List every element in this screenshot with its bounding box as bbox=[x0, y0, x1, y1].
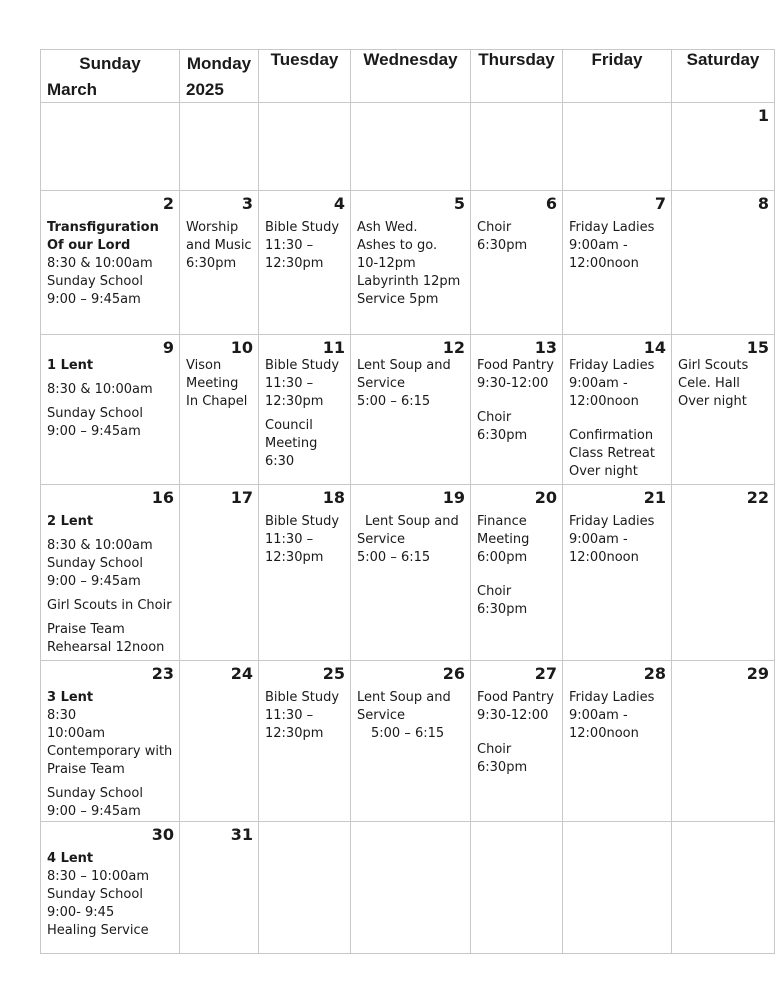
event-text: 9:00am - bbox=[569, 708, 628, 723]
day-cell bbox=[259, 661, 351, 822]
date-number: 3 bbox=[241, 194, 253, 213]
event-text: Girl Scouts bbox=[678, 358, 749, 373]
day-cell bbox=[180, 485, 259, 661]
event-text: 11:30 – bbox=[265, 238, 314, 253]
event-text: 9:00am - bbox=[569, 532, 628, 547]
empty-cell bbox=[259, 103, 351, 191]
date-number: 31 bbox=[230, 825, 253, 844]
empty-cell bbox=[259, 822, 351, 954]
event-text: Girl Scouts in Choir bbox=[47, 598, 172, 613]
event-text: Bible Study bbox=[265, 514, 340, 529]
date-number: 30 bbox=[151, 825, 174, 844]
event-text: 11:30 – bbox=[265, 376, 314, 391]
event-text: Friday Ladies bbox=[569, 514, 655, 529]
event-text: Bible Study bbox=[265, 358, 340, 373]
event-text: Sunday School bbox=[47, 274, 143, 289]
calendar-grid bbox=[40, 49, 775, 954]
event-text: Service bbox=[357, 708, 406, 723]
event-text: 8:30 bbox=[47, 708, 77, 723]
date-number: 21 bbox=[643, 488, 666, 507]
empty-cell bbox=[180, 103, 259, 191]
event-text: 5:00 – 6:15 bbox=[357, 394, 431, 409]
day-cell bbox=[563, 485, 672, 661]
event-text: 5:00 – 6:15 bbox=[357, 550, 431, 565]
header-wednesday: Wednesday bbox=[351, 50, 471, 103]
event-text: 10:00am bbox=[47, 726, 106, 741]
event-text: Choir bbox=[477, 410, 512, 425]
date-number: 6 bbox=[545, 194, 557, 213]
event-text: 12:30pm bbox=[265, 726, 324, 741]
empty-cell bbox=[351, 822, 471, 954]
event-text: Bible Study bbox=[265, 690, 340, 705]
day-cell bbox=[471, 191, 563, 335]
empty-cell bbox=[563, 103, 672, 191]
event-text: Choir bbox=[477, 742, 512, 757]
date-number: 15 bbox=[746, 338, 769, 357]
week-row bbox=[41, 485, 775, 661]
day-cell bbox=[259, 191, 351, 335]
event-text: Lent Soup and bbox=[357, 358, 451, 373]
empty-cell bbox=[471, 822, 563, 954]
event-text: and Music bbox=[186, 238, 252, 253]
event-text: Bible Study bbox=[265, 220, 340, 235]
header-saturday: Saturday bbox=[672, 50, 775, 103]
date-number: 13 bbox=[534, 338, 557, 357]
date-number: 2 bbox=[162, 194, 174, 213]
event-text: Labyrinth 12pm bbox=[357, 274, 461, 289]
week-row bbox=[41, 191, 775, 335]
day-cell bbox=[180, 661, 259, 822]
event-text: 3 Lent bbox=[47, 690, 94, 705]
event-text: Praise Team bbox=[47, 762, 125, 777]
day-cell bbox=[672, 661, 775, 822]
event-text: Friday Ladies bbox=[569, 690, 655, 705]
event-text: 9:30-12:00 bbox=[477, 708, 549, 723]
event-text: Healing Service bbox=[47, 923, 149, 938]
event-text: Choir bbox=[477, 220, 512, 235]
date-number: 4 bbox=[333, 194, 345, 213]
day-cell bbox=[41, 335, 180, 485]
date-number: 18 bbox=[322, 488, 345, 507]
event-text: Lent Soup and bbox=[365, 514, 459, 529]
event-text: 11:30 – bbox=[265, 532, 314, 547]
event-text: Sunday School bbox=[47, 556, 143, 571]
event-text: 9:00 – 9:45am bbox=[47, 292, 141, 307]
day-cell bbox=[471, 485, 563, 661]
event-text: 12:30pm bbox=[265, 394, 324, 409]
event-text: 6:30pm bbox=[477, 238, 528, 253]
day-cell bbox=[41, 485, 180, 661]
date-number: 7 bbox=[654, 194, 666, 213]
event-text: 6:30pm bbox=[477, 602, 528, 617]
empty-cell bbox=[672, 822, 775, 954]
event-text: 8:30 – 10:00am bbox=[47, 869, 150, 884]
empty-cell bbox=[41, 103, 180, 191]
event-text: Friday Ladies bbox=[569, 358, 655, 373]
date-number: 5 bbox=[453, 194, 465, 213]
month-label: March bbox=[47, 80, 98, 99]
event-text: 12:00noon bbox=[569, 394, 639, 409]
event-text: 4 Lent bbox=[47, 851, 94, 866]
event-text: In Chapel bbox=[186, 394, 248, 409]
event-text: Cele. Hall bbox=[678, 376, 740, 391]
header-monday: Monday 2025 bbox=[180, 50, 259, 103]
event-text: 6:30 bbox=[265, 454, 295, 469]
event-text: 8:30 & 10:00am bbox=[47, 538, 153, 553]
day-cell bbox=[471, 661, 563, 822]
day-cell bbox=[672, 335, 775, 485]
event-text: Meeting bbox=[265, 436, 318, 451]
date-number: 11 bbox=[322, 338, 345, 357]
event-text: Sunday School bbox=[47, 887, 143, 902]
day-cell bbox=[41, 191, 180, 335]
event-text: 6:30pm bbox=[477, 760, 528, 775]
day-cell bbox=[41, 661, 180, 822]
day-cell bbox=[41, 822, 180, 954]
header-row bbox=[41, 50, 775, 103]
event-text: 9:00 – 9:45am bbox=[47, 804, 141, 819]
event-text: Class Retreat bbox=[569, 446, 655, 461]
date-number: 9 bbox=[162, 338, 174, 357]
day-cell bbox=[672, 485, 775, 661]
event-text: 8:30 & 10:00am bbox=[47, 382, 153, 397]
event-text: 12:30pm bbox=[265, 550, 324, 565]
event-text: Council bbox=[265, 418, 313, 433]
day-cell bbox=[351, 191, 471, 335]
event-text: 9:00am - bbox=[569, 376, 628, 391]
day-cell bbox=[563, 335, 672, 485]
event-text: 12:00noon bbox=[569, 726, 639, 741]
event-text: 2 Lent bbox=[47, 514, 94, 529]
event-text: 6:00pm bbox=[477, 550, 528, 565]
day-cell bbox=[351, 485, 471, 661]
event-text: Food Pantry bbox=[477, 358, 554, 373]
empty-cell bbox=[351, 103, 471, 191]
day-cell bbox=[180, 191, 259, 335]
header-thursday: Thursday bbox=[471, 50, 563, 103]
event-text: Contemporary with bbox=[47, 744, 173, 759]
event-text: 9:00am - bbox=[569, 238, 628, 253]
event-text: Ashes to go. bbox=[357, 238, 438, 253]
event-text: Lent Soup and bbox=[357, 690, 451, 705]
event-text: 1 Lent bbox=[47, 358, 94, 373]
event-text: Rehearsal 12noon bbox=[47, 640, 165, 655]
header-friday: Friday bbox=[563, 50, 672, 103]
date-number: 25 bbox=[322, 664, 345, 683]
date-number: 20 bbox=[534, 488, 557, 507]
event-text: Transfiguration bbox=[47, 220, 159, 235]
date-number: 23 bbox=[151, 664, 174, 683]
event-text: Service 5pm bbox=[357, 292, 439, 307]
event-text: Food Pantry bbox=[477, 690, 554, 705]
event-text: Friday Ladies bbox=[569, 220, 655, 235]
event-text: Ash Wed. bbox=[357, 220, 418, 235]
day-cell bbox=[471, 335, 563, 485]
day-cell bbox=[180, 822, 259, 954]
event-text: 9:30-12:00 bbox=[477, 376, 549, 391]
event-text: 12:00noon bbox=[569, 550, 639, 565]
day-cell bbox=[259, 335, 351, 485]
date-number: 19 bbox=[442, 488, 465, 507]
event-text: Sunday School bbox=[47, 406, 143, 421]
event-text: Praise Team bbox=[47, 622, 125, 637]
event-text: 6:30pm bbox=[477, 428, 528, 443]
year-label: 2025 bbox=[186, 80, 224, 99]
date-number: 22 bbox=[746, 488, 769, 507]
week-row bbox=[41, 822, 775, 954]
date-number: 8 bbox=[757, 194, 769, 213]
header-sunday: Sunday March bbox=[41, 50, 180, 103]
day-cell bbox=[351, 335, 471, 485]
day-cell bbox=[180, 335, 259, 485]
date-number: 24 bbox=[230, 664, 253, 683]
event-text: Over night bbox=[569, 464, 638, 479]
header-tuesday: Tuesday bbox=[259, 50, 351, 103]
day-cell bbox=[672, 191, 775, 335]
date-number: 12 bbox=[442, 338, 465, 357]
day-cell bbox=[563, 661, 672, 822]
date-number: 26 bbox=[442, 664, 465, 683]
week-row bbox=[41, 103, 775, 191]
week-row bbox=[41, 661, 775, 822]
day-cell bbox=[672, 103, 775, 191]
event-text: 11:30 – bbox=[265, 708, 314, 723]
event-text: 12:00noon bbox=[569, 256, 639, 271]
event-text: Meeting bbox=[186, 376, 239, 391]
day-cell bbox=[563, 191, 672, 335]
event-text: 8:30 & 10:00am bbox=[47, 256, 153, 271]
event-text: 6:30pm bbox=[186, 256, 237, 271]
event-text: Meeting bbox=[477, 532, 530, 547]
event-text: Sunday School bbox=[47, 786, 143, 801]
date-number: 28 bbox=[643, 664, 666, 683]
event-text: Worship bbox=[186, 220, 239, 235]
date-number: 27 bbox=[534, 664, 557, 683]
day-cell bbox=[259, 485, 351, 661]
event-text: 10-12pm bbox=[357, 256, 416, 271]
event-text: Vison bbox=[186, 358, 222, 373]
date-number: 29 bbox=[746, 664, 769, 683]
date-number: 17 bbox=[230, 488, 253, 507]
empty-cell bbox=[471, 103, 563, 191]
event-text: Over night bbox=[678, 394, 747, 409]
empty-cell bbox=[563, 822, 672, 954]
event-text: Choir bbox=[477, 584, 512, 599]
event-text: 9:00- 9:45 bbox=[47, 905, 115, 920]
event-text: Confirmation bbox=[569, 428, 654, 443]
event-text: 5:00 – 6:15 bbox=[371, 726, 445, 741]
event-text: 12:30pm bbox=[265, 256, 324, 271]
event-text: Finance bbox=[477, 514, 527, 529]
date-number: 14 bbox=[643, 338, 666, 357]
week-row bbox=[41, 335, 775, 485]
day-cell bbox=[351, 661, 471, 822]
event-text: Of our Lord bbox=[47, 238, 131, 253]
date-number: 10 bbox=[230, 338, 253, 357]
date-number: 16 bbox=[151, 488, 174, 507]
event-text: Service bbox=[357, 376, 406, 391]
event-text: Service bbox=[357, 532, 406, 547]
date-number: 1 bbox=[757, 106, 769, 125]
event-text: 9:00 – 9:45am bbox=[47, 424, 141, 439]
event-text: 9:00 – 9:45am bbox=[47, 574, 141, 589]
